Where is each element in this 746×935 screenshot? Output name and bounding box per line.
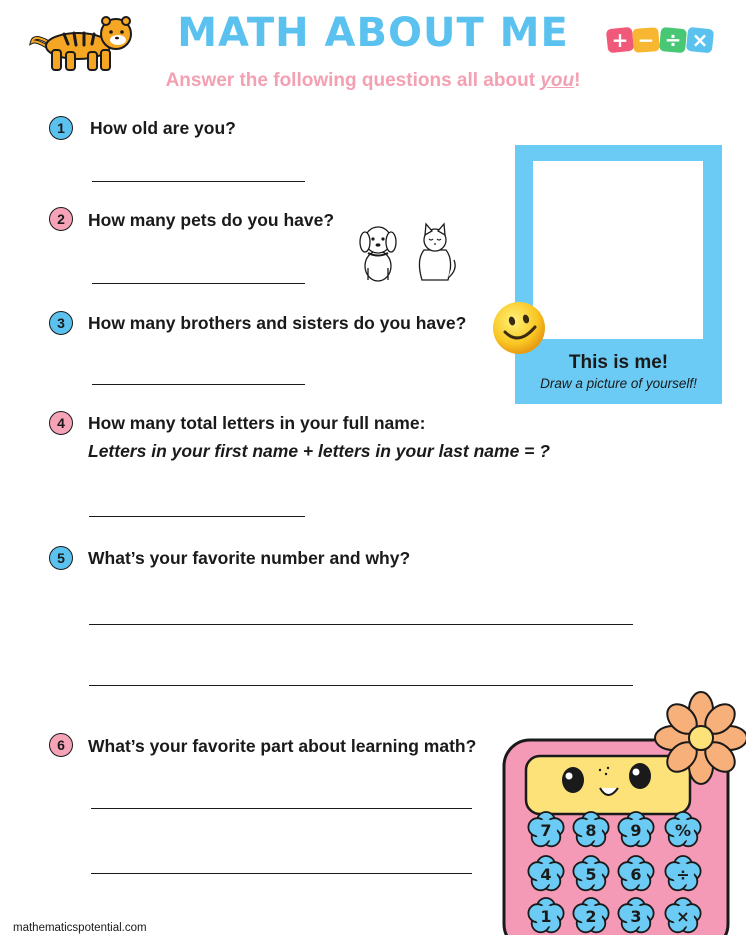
question-number-2: 2 — [49, 207, 73, 231]
subtitle-you: you — [540, 70, 575, 91]
calculator-key-label: 8 — [585, 821, 597, 840]
question-number-3: 3 — [49, 311, 73, 335]
frame-title: This is me! — [568, 352, 669, 373]
calculator-key-label: % — [674, 821, 692, 840]
page-subtitle — [0, 70, 746, 92]
smiley-face-icon — [491, 300, 547, 356]
calculator-key-label: 3 — [630, 907, 642, 926]
calculator-key-label: 1 — [540, 907, 552, 926]
question-3-text: How many brothers and sisters do you have? — [88, 313, 467, 333]
answer-line-6a[interactable] — [91, 808, 472, 809]
question-1-text: How old are you? — [90, 118, 236, 138]
footer-site: mathematicspotential.com — [13, 922, 147, 934]
answer-line-4[interactable] — [89, 516, 305, 517]
calculator-key-label: 6 — [630, 865, 642, 884]
math-symbols-icon — [606, 26, 716, 54]
calculator-key-label: 2 — [585, 907, 597, 926]
calculator-key-label: × — [676, 907, 690, 926]
answer-line-5b[interactable] — [89, 685, 633, 686]
question-5-text: What’s your favorite number and why? — [88, 548, 411, 568]
subtitle-exclaim: ! — [574, 70, 581, 91]
question-number-6: 6 — [49, 733, 73, 757]
divide-icon: ÷ — [664, 28, 682, 52]
photo-frame — [515, 145, 722, 404]
page-title: MATH ABOUT ME — [177, 10, 569, 56]
answer-line-6b[interactable] — [91, 873, 472, 874]
question-4-text: How many total letters in your full name: — [88, 413, 426, 433]
question-4-subtext: Letters in your first name + letters in your last name = ? — [88, 441, 550, 461]
question-6-text: What’s your favorite part about learning math? — [88, 736, 477, 756]
calculator-key-label: 9 — [630, 821, 642, 840]
subtitle-text: Answer the following questions all about — [165, 70, 541, 91]
question-number-4: 4 — [49, 411, 73, 435]
calculator-key-label: 4 — [540, 865, 552, 884]
minus-icon: − — [637, 28, 655, 52]
question-number-1: 1 — [49, 116, 73, 140]
answer-line-2[interactable] — [92, 283, 305, 284]
answer-line-5a[interactable] — [89, 624, 633, 625]
question-number-5: 5 — [49, 546, 73, 570]
dog-and-cat-icon — [354, 220, 460, 286]
calculator-key-label: 5 — [585, 865, 597, 884]
calculator-key-label: 7 — [540, 821, 552, 840]
drawing-area[interactable] — [533, 161, 703, 339]
times-icon: × — [691, 28, 709, 52]
answer-line-3[interactable] — [92, 384, 305, 385]
answer-line-1[interactable] — [92, 181, 305, 182]
plus-icon: + — [611, 28, 629, 52]
calculator-key-label: ÷ — [676, 865, 690, 884]
calculator-icon — [496, 690, 746, 935]
question-2-text: How many pets do you have? — [88, 210, 335, 230]
frame-subtitle: Draw a picture of yourself! — [540, 376, 697, 391]
